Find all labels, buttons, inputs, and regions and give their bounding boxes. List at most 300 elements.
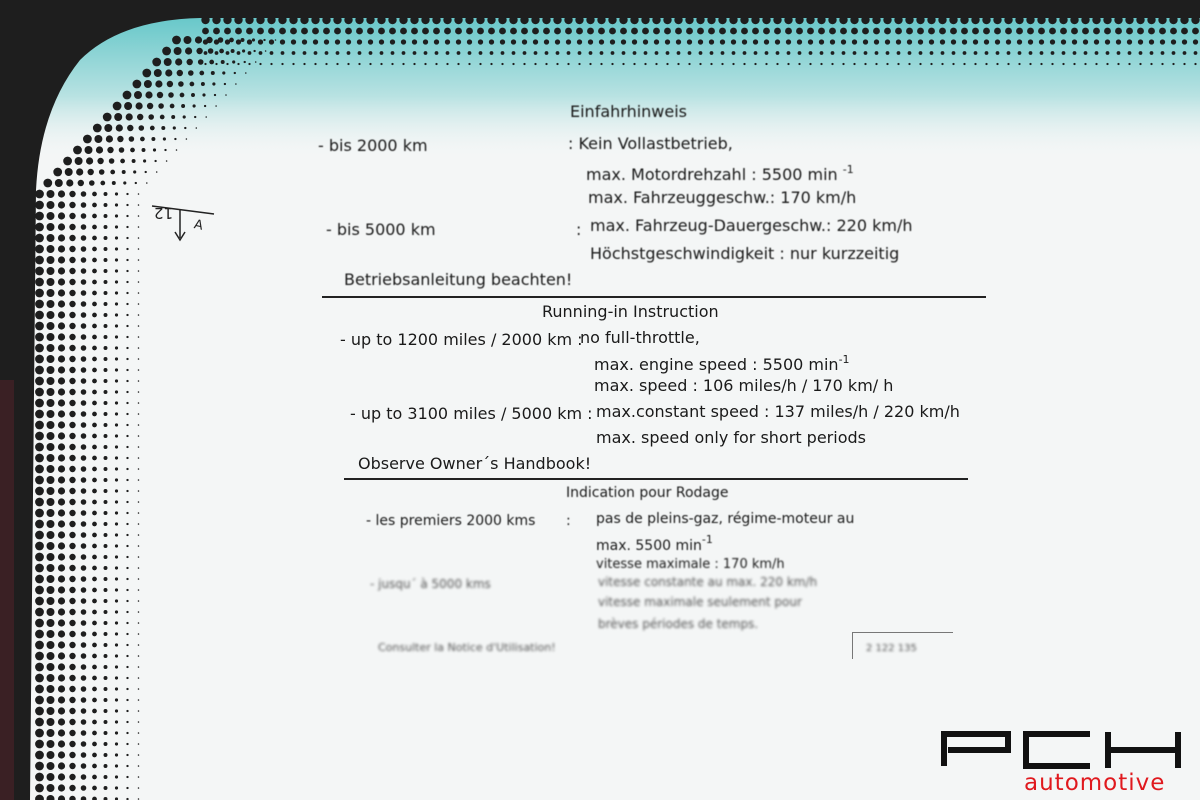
frit-dot [92,302,97,307]
frit-dot [92,203,97,208]
frit-dot [35,344,44,353]
frit-dot [235,28,242,35]
frit-dot [151,137,155,141]
frit-dot [115,786,118,789]
frit-dot [81,708,87,714]
frit-dot [138,787,140,789]
frit-dot [126,611,128,613]
frit-dot [138,314,140,316]
frit-dot [124,102,132,110]
frit-dot [92,500,97,505]
frit-dot [1048,16,1056,24]
frit-dot [97,158,103,164]
frit-dot [58,300,65,307]
frit-dot [35,751,44,760]
frit-dot [154,160,156,162]
frit-dot [81,389,87,395]
frit-dot [104,489,108,493]
frit-dot [180,93,185,98]
frit-dot [198,59,204,65]
frit-dot [1027,28,1034,35]
frit-dot [608,16,616,24]
frit-dot [138,721,140,723]
frit-dot [644,51,648,55]
frit-dot [278,16,286,24]
frit-dot [466,28,473,35]
frit-dot [104,225,108,229]
frit-dot [171,115,175,119]
frit-dot [35,531,44,540]
frit-dot [47,498,55,506]
frit-dot [512,63,514,65]
frit-dot [199,71,204,76]
frit-dot [104,786,108,790]
frit-dot [81,257,87,263]
frit-dot [265,50,267,52]
frit-dot [115,291,118,294]
frit-dot [1150,63,1152,65]
frit-dot [81,246,87,252]
frit-dot [126,292,128,294]
frit-dot [1084,51,1088,55]
frit-dot [245,72,247,74]
french-row2-label: - jusqu´ à 5000 kms [370,577,491,591]
frit-dot [1029,63,1031,65]
frit-dot [985,51,989,55]
frit-dot [81,565,87,571]
frit-dot [58,784,65,791]
frit-dot [204,51,208,55]
frit-dot [830,39,835,44]
frit-dot [104,357,108,361]
frit-dot [126,765,128,767]
frit-dot [164,149,166,151]
frit-dot [996,51,1000,55]
frit-dot [255,61,257,63]
frit-dot [92,786,97,791]
frit-dot [960,16,968,24]
frit-dot [875,51,879,55]
frit-dot [720,39,725,44]
frit-dot [104,390,108,394]
frit-dot [104,434,108,438]
frit-dot [58,366,65,373]
frit-dot [454,16,462,24]
frit-dot [391,51,395,55]
frit-dot [126,413,128,415]
frit-dot [134,91,142,99]
frit-dot [104,632,108,636]
frit-dot [115,236,118,239]
frit-dot [916,16,924,24]
frit-dot [553,16,561,24]
frit-dot [699,63,701,65]
frit-dot [47,465,55,473]
frit-dot [92,621,97,626]
frit-dot [402,63,404,65]
frit-dot [244,61,246,63]
frit-dot [104,269,108,273]
frit-dot [69,774,75,780]
frit-dot [35,575,44,584]
frit-dot [753,39,758,44]
frit-dot [58,586,65,593]
frit-dot [355,16,363,24]
frit-dot [302,39,307,44]
frit-dot [115,665,118,668]
frit-dot [69,356,75,362]
frit-dot [81,235,87,241]
frit-dot [873,28,880,35]
frit-dot [66,179,73,186]
german-row2-line2: Höchstgeschwindigkeit : nur kurzzeitig [590,244,900,263]
frit-dot [155,80,162,87]
frit-dot [874,39,879,44]
frit-dot [92,654,97,659]
frit-dot [576,28,583,35]
frit-dot [92,599,97,604]
frit-dot [92,247,97,252]
frit-dot [174,138,176,140]
frit-dot [136,102,143,109]
frit-dot [211,71,215,75]
frit-dot [477,28,484,35]
frit-dot [92,676,97,681]
frit-dot [126,259,128,261]
frit-dot [808,39,813,44]
frit-dot [109,158,115,164]
frit-dot [138,578,140,580]
frit-dot [47,245,55,253]
french-row1-colon: : [566,513,571,529]
frit-dot [138,336,140,338]
frit-dot [267,16,275,24]
frit-dot [732,51,736,55]
frit-dot [69,697,75,703]
frit-dot [69,235,75,241]
frit-dot [1172,51,1176,55]
frit-dot [279,28,286,35]
frit-dot [346,39,351,44]
frit-dot [138,776,140,778]
frit-dot [378,28,385,35]
frit-dot [208,48,214,54]
frit-dot [752,28,759,35]
frit-dot [35,333,44,342]
frit-dot [1183,51,1187,55]
frit-dot [479,51,483,55]
frit-dot [92,214,97,219]
frit-dot [170,104,175,109]
frit-dot [55,179,63,187]
frit-dot [275,39,277,41]
frit-dot [156,171,158,173]
frit-dot [215,105,217,107]
frit-dot [589,63,591,65]
frit-dot [81,675,87,681]
frit-dot [115,720,118,723]
frit-dot [531,16,539,24]
frit-dot [47,740,55,748]
frit-dot [58,597,65,604]
frit-dot [115,764,118,767]
frit-dot [842,63,844,65]
frit-dot [58,564,65,571]
frit-dot [81,224,87,230]
frit-dot [92,368,97,373]
frit-dot [47,773,55,781]
frit-dot [92,709,97,714]
frit-dot [1139,63,1141,65]
frit-dot [138,710,140,712]
frit-dot [81,323,87,329]
frit-dot [58,421,65,428]
frit-dot [92,412,97,417]
frit-dot [532,28,539,35]
frit-dot [883,16,891,24]
frit-dot [47,190,55,198]
frit-dot [115,280,118,283]
frit-dot [115,247,118,250]
frit-dot [35,630,44,639]
frit-dot [138,490,140,492]
frit-dot [35,696,44,705]
frit-dot [115,434,118,437]
frit-dot [412,39,417,44]
frit-dot [138,402,140,404]
frit-dot [69,796,75,800]
frit-dot [130,148,135,153]
frit-dot [58,520,65,527]
frit-dot [1050,39,1055,44]
frit-dot [762,16,770,24]
frit-dot [941,63,943,65]
frit-dot [1148,28,1155,35]
frit-dot [631,28,638,35]
frit-dot [1015,16,1023,24]
frit-dot [324,39,329,44]
frit-dot [104,654,108,658]
frit-dot [81,400,87,406]
frit-dot [906,28,913,35]
frit-dot [81,730,87,736]
frit-dot [554,28,561,35]
german-row1-line2: max. Motordrehzahl : 5500 min $^{-1}$ [586,163,854,184]
frit-dot [1161,63,1163,65]
frit-dot [47,476,55,484]
frit-dot [58,696,65,703]
frit-dot [490,51,494,55]
frit-dot [138,259,140,261]
english-row1-label: - up to 1200 miles / 2000 km : [340,330,583,349]
frit-dot [58,212,65,219]
frit-dot [157,92,163,98]
frit-dot [81,290,87,296]
frit-dot [35,256,44,265]
frit-dot [578,51,582,55]
frit-dot [819,39,824,44]
frit-dot [116,124,123,131]
frit-dot [231,49,235,53]
frit-dot [115,599,118,602]
frit-dot [1150,51,1154,55]
frit-dot [115,621,118,624]
frit-dot [35,465,44,474]
frit-dot [165,69,172,76]
frit-dot [53,168,62,177]
frit-dot [58,432,65,439]
frit-dot [69,345,75,351]
frit-dot [138,765,140,767]
frit-dot [92,610,97,615]
frit-dot [247,39,252,44]
frit-dot [47,729,55,737]
frit-dot [202,93,205,96]
frit-dot [886,63,888,65]
frit-dot [162,47,171,56]
frit-dot [982,16,990,24]
frit-dot [126,237,128,239]
frit-dot [336,51,340,55]
frit-dot [126,380,128,382]
frit-dot [641,16,649,24]
frit-dot [183,115,186,118]
frit-dot [35,245,44,254]
frit-dot [1083,39,1088,44]
frit-dot [809,51,813,55]
frit-dot [1159,28,1166,35]
frit-dot [115,500,118,503]
frit-dot [132,159,136,163]
frit-dot [380,63,382,65]
frit-dot [379,39,384,44]
frit-dot [138,512,140,514]
frit-dot [104,753,108,757]
frit-dot [204,63,206,65]
frit-dot [81,202,87,208]
frit-dot [69,609,75,615]
frit-dot [1061,39,1066,44]
frit-dot [69,301,75,307]
frit-dot [93,124,102,133]
frit-dot [1072,39,1077,44]
frit-dot [119,147,125,153]
frit-dot [81,433,87,439]
frit-dot [587,28,594,35]
frit-dot [126,248,128,250]
frit-dot [104,665,108,669]
frit-dot [35,410,44,419]
frit-dot [104,522,108,526]
frit-dot [974,51,978,55]
english-row1-line1: no full-throttle, [580,328,700,347]
frit-dot [126,589,128,591]
frit-dot [1180,16,1188,24]
frit-dot [126,600,128,602]
frit-dot [92,522,97,527]
frit-dot [69,400,75,406]
frit-dot [633,63,635,65]
frit-dot [347,51,351,55]
frit-dot [69,741,75,747]
frit-dot [545,63,547,65]
frit-dot [950,28,957,35]
frit-dot [69,510,75,516]
frit-dot [104,687,108,691]
frit-dot [138,435,140,437]
frit-dot [104,302,108,306]
frit-dot [138,270,140,272]
frit-dot [115,511,118,514]
frit-dot [666,63,668,65]
frit-dot [806,16,814,24]
frit-dot [58,685,65,692]
frit-dot [202,28,209,35]
frit-dot [126,743,128,745]
frit-dot [81,510,87,516]
frit-dot [776,51,780,55]
frit-dot [47,652,55,660]
frit-dot [1191,16,1199,24]
frit-dot [787,63,789,65]
frit-dot [47,212,55,220]
frit-dot [875,63,877,65]
frit-dot [35,443,44,452]
frit-dot [142,148,146,152]
frit-dot [399,16,407,24]
frit-dot [58,652,65,659]
frit-dot [424,63,426,65]
frit-dot [1018,63,1020,65]
frit-dot [47,597,55,605]
frit-dot [92,258,97,263]
frit-dot [885,39,890,44]
frit-dot [653,28,660,35]
frit-dot [126,424,128,426]
frit-dot [223,16,231,24]
frit-dot [455,28,462,35]
frit-dot [245,16,253,24]
frit-dot [58,751,65,758]
frit-dot [92,390,97,395]
frit-dot [47,333,55,341]
frit-dot [184,127,186,129]
frit-dot [81,532,87,538]
frit-dot [263,39,265,41]
frit-dot [1149,39,1154,44]
frit-dot [828,16,836,24]
frit-dot [291,39,296,44]
frit-dot [621,39,626,44]
glass-marking-code: 12 [154,204,174,222]
frit-dot [92,335,97,340]
frit-dot [253,50,255,52]
frit-dot [138,226,140,228]
frit-dot [785,28,792,35]
frit-dot [115,643,118,646]
frit-dot [47,751,55,759]
frit-dot [685,16,693,24]
frit-dot [58,674,65,681]
frit-dot [81,752,87,758]
frit-dot [58,344,65,351]
frit-dot [918,39,923,44]
frit-dot [666,51,670,55]
frit-dot [311,16,319,24]
frit-dot [35,355,44,364]
frit-dot [81,653,87,659]
frit-dot [138,545,140,547]
